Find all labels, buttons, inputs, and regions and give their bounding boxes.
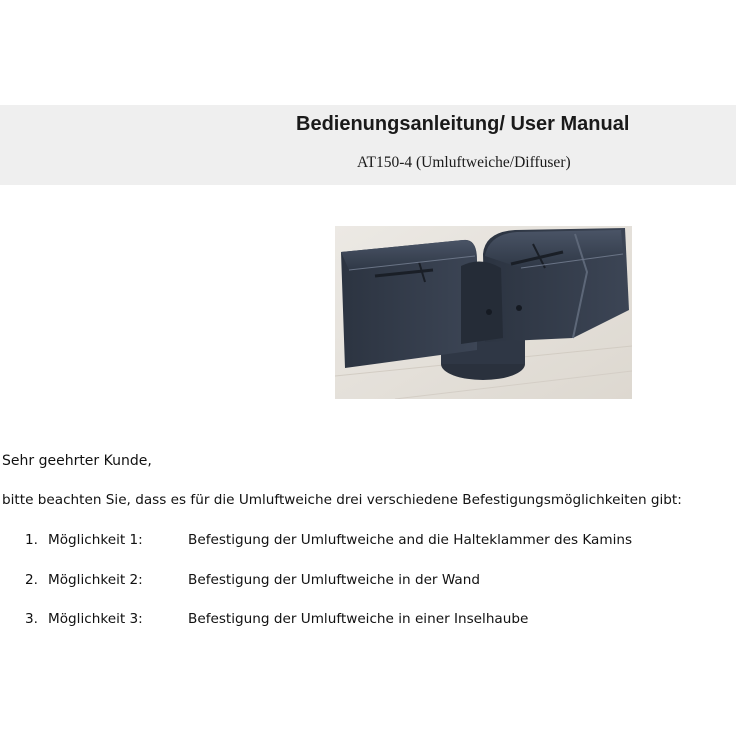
greeting-text: Sehr geehrter Kunde, bbox=[2, 453, 152, 469]
option-label: Möglichkeit 2: bbox=[48, 571, 143, 588]
document-subtitle: AT150-4 (Umluftweiche/Diffuser) bbox=[357, 154, 571, 171]
diffuser-illustration bbox=[335, 226, 632, 399]
option-number: 3. bbox=[25, 611, 38, 627]
option-label: Möglichkeit 3: bbox=[48, 611, 143, 627]
option-number: 2. bbox=[25, 571, 38, 588]
intro-text: bitte beachten Sie, dass es für die Umluftweiche drei verschiedene Befestigungsmöglichkeiten gibt: bbox=[2, 492, 682, 508]
option-description: Befestigung der Umluftweiche in der Wand bbox=[188, 571, 480, 588]
option-number: 1. bbox=[25, 532, 38, 548]
option-description: Befestigung der Umluftweiche in einer Inselhaube bbox=[188, 611, 529, 627]
option-label: Möglichkeit 1: bbox=[48, 532, 143, 548]
option-description: Befestigung der Umluftweiche and die Halteklammer des Kamins bbox=[188, 532, 633, 548]
product-photo bbox=[335, 226, 632, 399]
document-title: Bedienungsanleitung/ User Manual bbox=[296, 113, 630, 135]
